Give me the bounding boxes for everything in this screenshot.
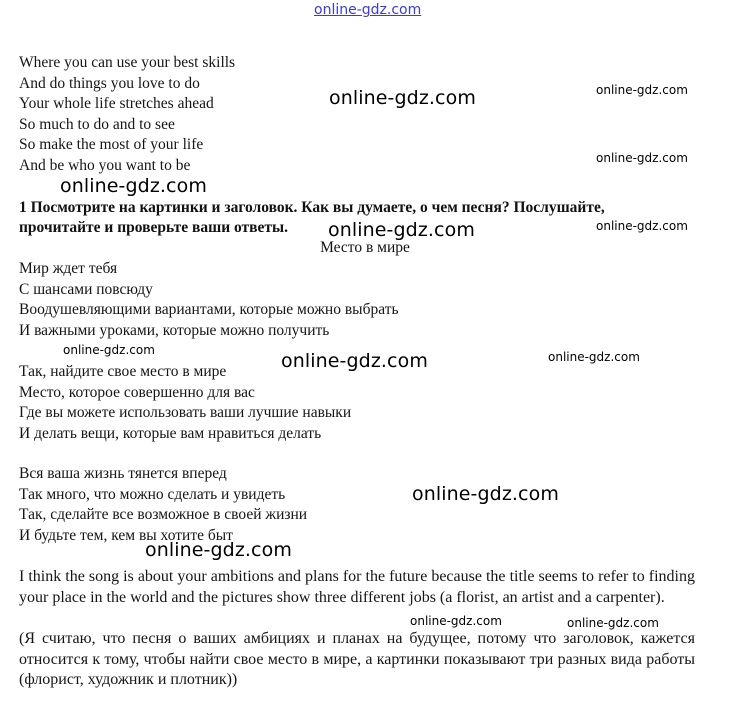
lyric-line: Your whole life stretches ahead <box>19 95 214 112</box>
translation-line: С шансами повсюду <box>19 281 153 298</box>
lyric-line: So make the most of your life <box>19 136 204 153</box>
translation-title: Место в мире <box>320 239 410 256</box>
top-watermark-link[interactable]: online-gdz.com <box>314 2 422 18</box>
translation-line: И будьте тем, кем вы хотите быт <box>19 527 233 544</box>
lyric-line: Where you can use your best skills <box>19 54 236 71</box>
watermark-text: online-gdz.com <box>596 83 688 97</box>
translation-line: Так много, что можно сделать и увидеть <box>19 486 286 503</box>
watermark-text: online-gdz.com <box>596 151 688 165</box>
watermark-text: online-gdz.com <box>567 616 659 630</box>
translation-line: И делать вещи, которые вам нравиться делать <box>19 425 322 442</box>
translation-line: И важными уроками, которые можно получить <box>19 322 330 339</box>
lyric-line: So much to do and to see <box>19 116 175 133</box>
task-heading-line-1: 1 Посмотрите на картинки и заголовок. Как вы думаете, о чем песня? Послушайте, <box>19 199 605 216</box>
watermark-text: online-gdz.com <box>548 350 640 364</box>
translation-line: Место, которое совершенно для вас <box>19 384 255 401</box>
lyric-line: And be who you want to be <box>19 157 191 174</box>
translation-line: Где вы можете использовать ваши лучшие навыки <box>19 404 352 421</box>
answer-english: I think the song is about your ambitions and plans for the future because the title seems to refer to finding your place in the world and the pictures show three different jobs (a florist, an artist and a carpenter). <box>19 568 695 606</box>
answer-russian: (Я считаю, что песня о ваших амбициях и планах на будущее, потому что заголовок, кажется относится к тому, чтобы найти свое место в мире, а картинки показывают три разных вида работы (флорист, художник и плотник)) <box>19 630 695 688</box>
translation-line: Воодушевляющими вариантами, которые можно выбрать <box>19 301 399 318</box>
translation-line: Мир ждет тебя <box>19 260 118 277</box>
task-heading-line-2: прочитайте и проверьте ваши ответы. <box>19 219 289 236</box>
translation-line: Так, найдите свое место в мире <box>19 363 227 380</box>
watermark-text: online-gdz.com <box>145 539 292 561</box>
watermark-text: online-gdz.com <box>329 87 476 109</box>
translation-line: Так, сделайте все возможное в своей жизни <box>19 506 308 523</box>
watermark-text: online-gdz.com <box>596 219 688 233</box>
watermark-text: online-gdz.com <box>328 219 475 241</box>
lyric-line: And do things you love to do <box>19 75 200 92</box>
watermark-text: online-gdz.com <box>410 614 502 628</box>
watermark-text: online-gdz.com <box>281 350 428 372</box>
translation-line: Вся ваша жизнь тянется вперед <box>19 465 227 482</box>
watermark-text: online-gdz.com <box>60 175 207 197</box>
watermark-text: online-gdz.com <box>412 483 559 505</box>
watermark-text: online-gdz.com <box>63 343 155 357</box>
